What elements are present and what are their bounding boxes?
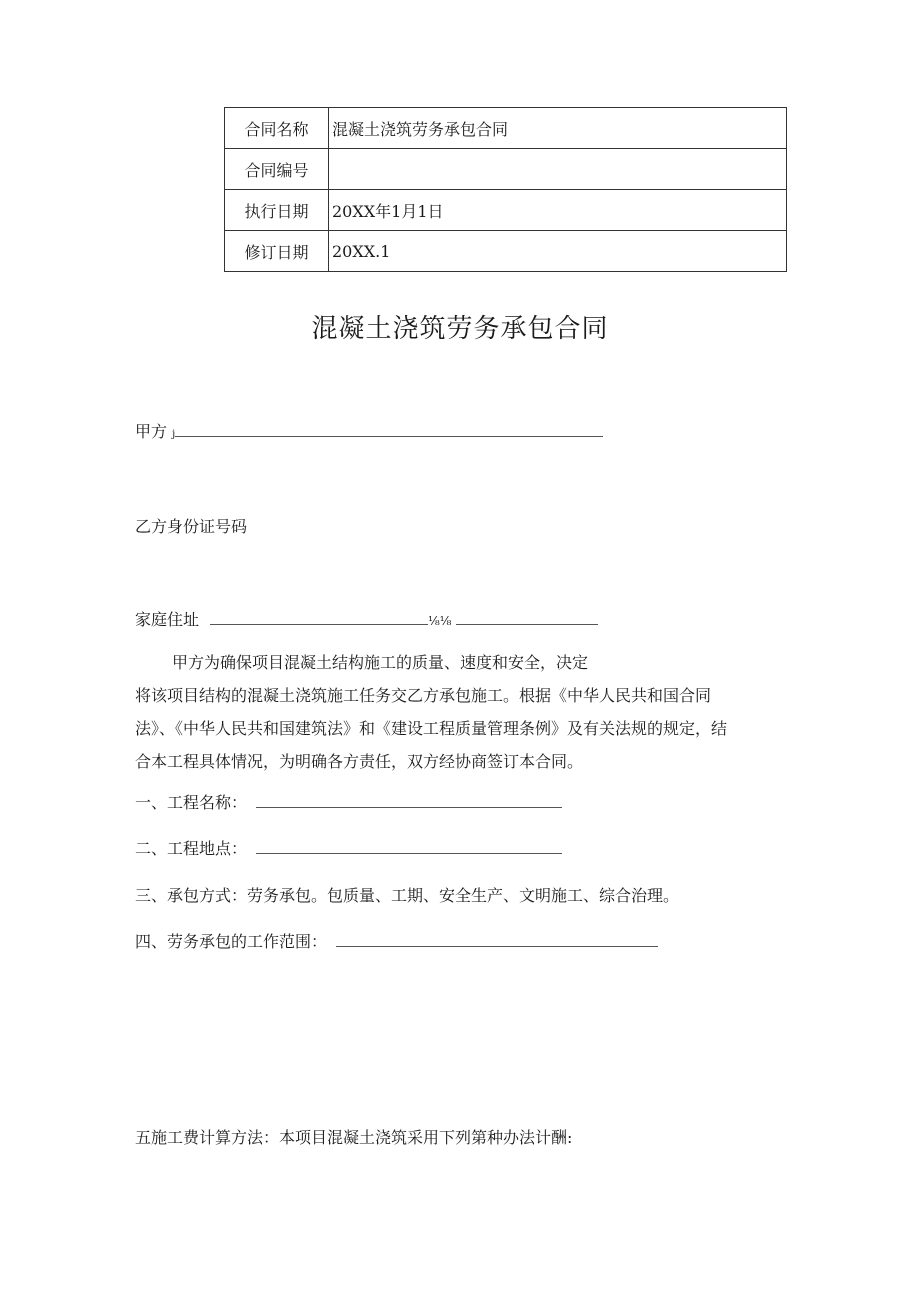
revision-date-value: 20XX.1 [329,231,787,272]
address-line [135,607,598,630]
table-row [225,108,787,149]
contract-name-value: 混凝土浇筑劳务承包合同 [329,108,787,149]
item-4-blank [336,930,658,947]
item-5-line [135,1125,572,1148]
party-a-label: 甲方 [135,422,168,441]
address-blank-1 [210,608,428,625]
item-3-text: 三、承包方式：劳务承包。包质量、工期、安全生产、文明施工、综合治理。 [135,886,680,905]
party-a-blank [175,420,603,437]
execution-date-key: 执行日期 [225,190,329,231]
item-1-label: 一、工程名称： [135,793,248,812]
intro-line: 合本工程具体情况，为明确各方责任，双方经协商签订本合同。 [135,752,584,771]
intro-line: 法》、《中华人民共和国建筑法》和《建设工程质量管理条例》及有关法规的规定，结 [135,719,728,738]
party-b-id-line [135,514,247,537]
party-b-id-label: 乙方身份证号码 [135,517,248,536]
intro-line: 甲方为确保项目混凝土结构施工的质量、速度和安全，决定 [172,653,589,672]
item-2-blank [256,837,562,854]
contract-name-key: 合同名称 [225,108,329,149]
contract-info-table [224,107,787,272]
item-1-blank [256,791,562,808]
address-label: 家庭住址 [135,610,200,629]
table-row [225,231,787,272]
revision-date-key: 修订日期 [225,231,329,272]
item-2-label: 二、工程地点： [135,839,248,858]
table-row [225,190,787,231]
intro-paragraph [135,646,785,778]
address-blank-2 [456,608,598,625]
item-3-line [135,883,679,906]
table-row [225,149,787,190]
item-5-text: 五施工费计算方法：本项目混凝土浇筑采用下列第种办法计酬: [135,1128,573,1147]
item-2-line [135,836,562,859]
item-4-line [135,929,658,952]
document-title: 混凝土浇筑劳务承包合同 [311,314,609,344]
item-4-label: 四、劳务承包的工作范围： [135,932,328,951]
intro-line: 将该项目结构的混凝土浇筑施工任务交乙方承包施工。根据《中华人民共和国合同 [135,686,712,705]
contract-number-value [329,149,787,190]
party-a-mark: j [172,429,176,440]
address-mid: ⅛⅛ [428,614,452,628]
party-a-line [135,419,603,442]
execution-date-value: 20XX年1月1日 [329,190,787,231]
item-1-line [135,790,562,813]
contract-number-key: 合同编号 [225,149,329,190]
